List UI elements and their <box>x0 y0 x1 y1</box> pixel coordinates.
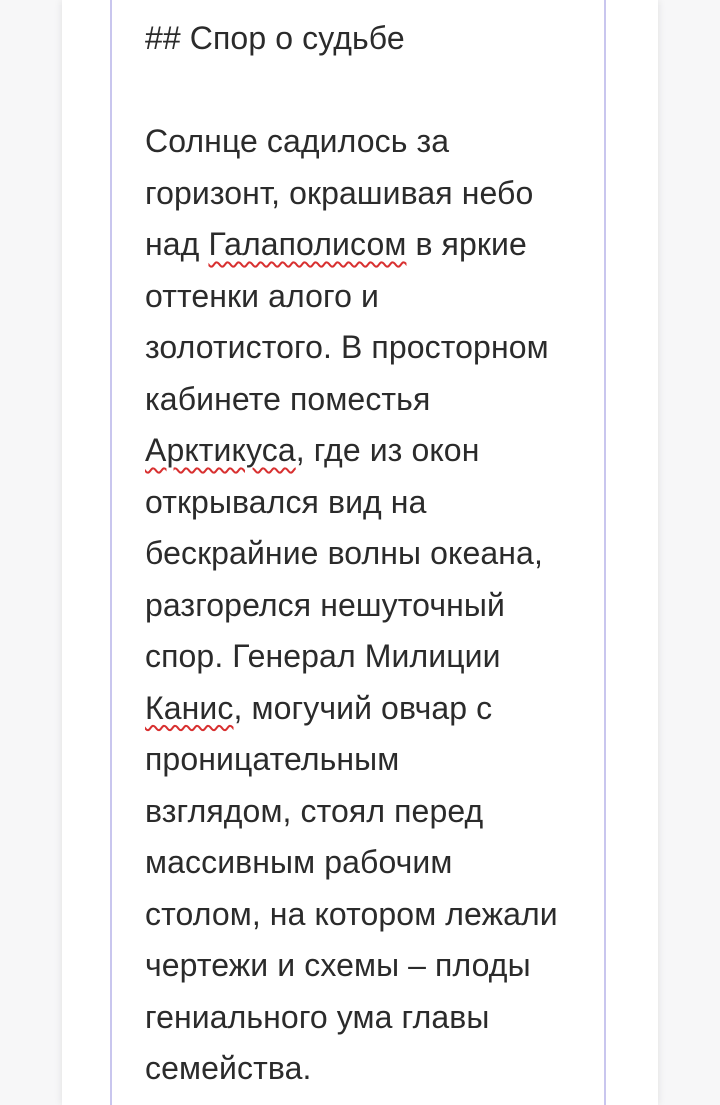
paragraph-line <box>145 1043 595 1095</box>
line-text: кабинете поместья <box>145 380 431 417</box>
paragraph-line <box>145 580 595 632</box>
line-text: открывался вид на <box>145 483 427 520</box>
paragraph-line <box>145 477 595 529</box>
line-text: , могучий овчар с <box>233 689 493 726</box>
line-text: Солнце садилось за <box>145 123 450 159</box>
line-text: в яркие <box>406 226 527 262</box>
spellcheck-flagged-word[interactable]: Галаполисом <box>208 226 407 262</box>
paragraph-line <box>145 374 595 426</box>
paragraph-line <box>145 734 595 786</box>
line-text: взглядом, стоял перед <box>145 792 484 829</box>
line-text: массивным рабочим <box>145 844 453 880</box>
line-text: чертежи и схемы – плоды <box>145 947 531 983</box>
spellcheck-flagged-word[interactable]: Канис <box>145 689 234 726</box>
heading-line: ## Спор о судьбе <box>145 20 405 56</box>
paragraph-line <box>145 940 595 992</box>
paragraph-line <box>145 837 595 889</box>
paragraph-line <box>145 786 595 838</box>
line-text: золотистого. В просторном <box>145 329 549 365</box>
spellcheck-flagged-word[interactable]: Арктикуса <box>145 432 296 468</box>
line-text: разгорелся нешуточный <box>145 586 505 623</box>
paragraph-line <box>145 271 595 323</box>
paragraph-line <box>145 116 595 168</box>
paragraph-line <box>145 322 595 374</box>
line-text: горизонт, окрашивая небо <box>145 174 534 211</box>
line-text: бескрайние волны океана, <box>145 535 543 571</box>
document-text[interactable] <box>145 13 595 1095</box>
line-text: семейства. <box>145 1050 312 1086</box>
line-text: над <box>145 226 209 262</box>
paragraph-line <box>145 168 595 220</box>
paragraph-line <box>145 631 595 683</box>
line-text: оттенки алого и <box>145 277 379 314</box>
line-text: столом, на котором лежали <box>145 895 558 932</box>
paragraph-line <box>145 889 595 941</box>
line-text: , где из окон <box>295 432 480 468</box>
line-text: спор. Генерал Милиции <box>145 638 501 674</box>
paragraph-line <box>145 683 595 735</box>
paragraph <box>145 116 595 1095</box>
line-text: гениального ума главы <box>145 998 490 1035</box>
blank-line <box>145 65 595 117</box>
line-text: проницательным <box>145 741 400 777</box>
paragraph-line <box>145 528 595 580</box>
paragraph-line <box>145 425 595 477</box>
paragraph-line <box>145 992 595 1044</box>
paragraph-line <box>145 219 595 271</box>
